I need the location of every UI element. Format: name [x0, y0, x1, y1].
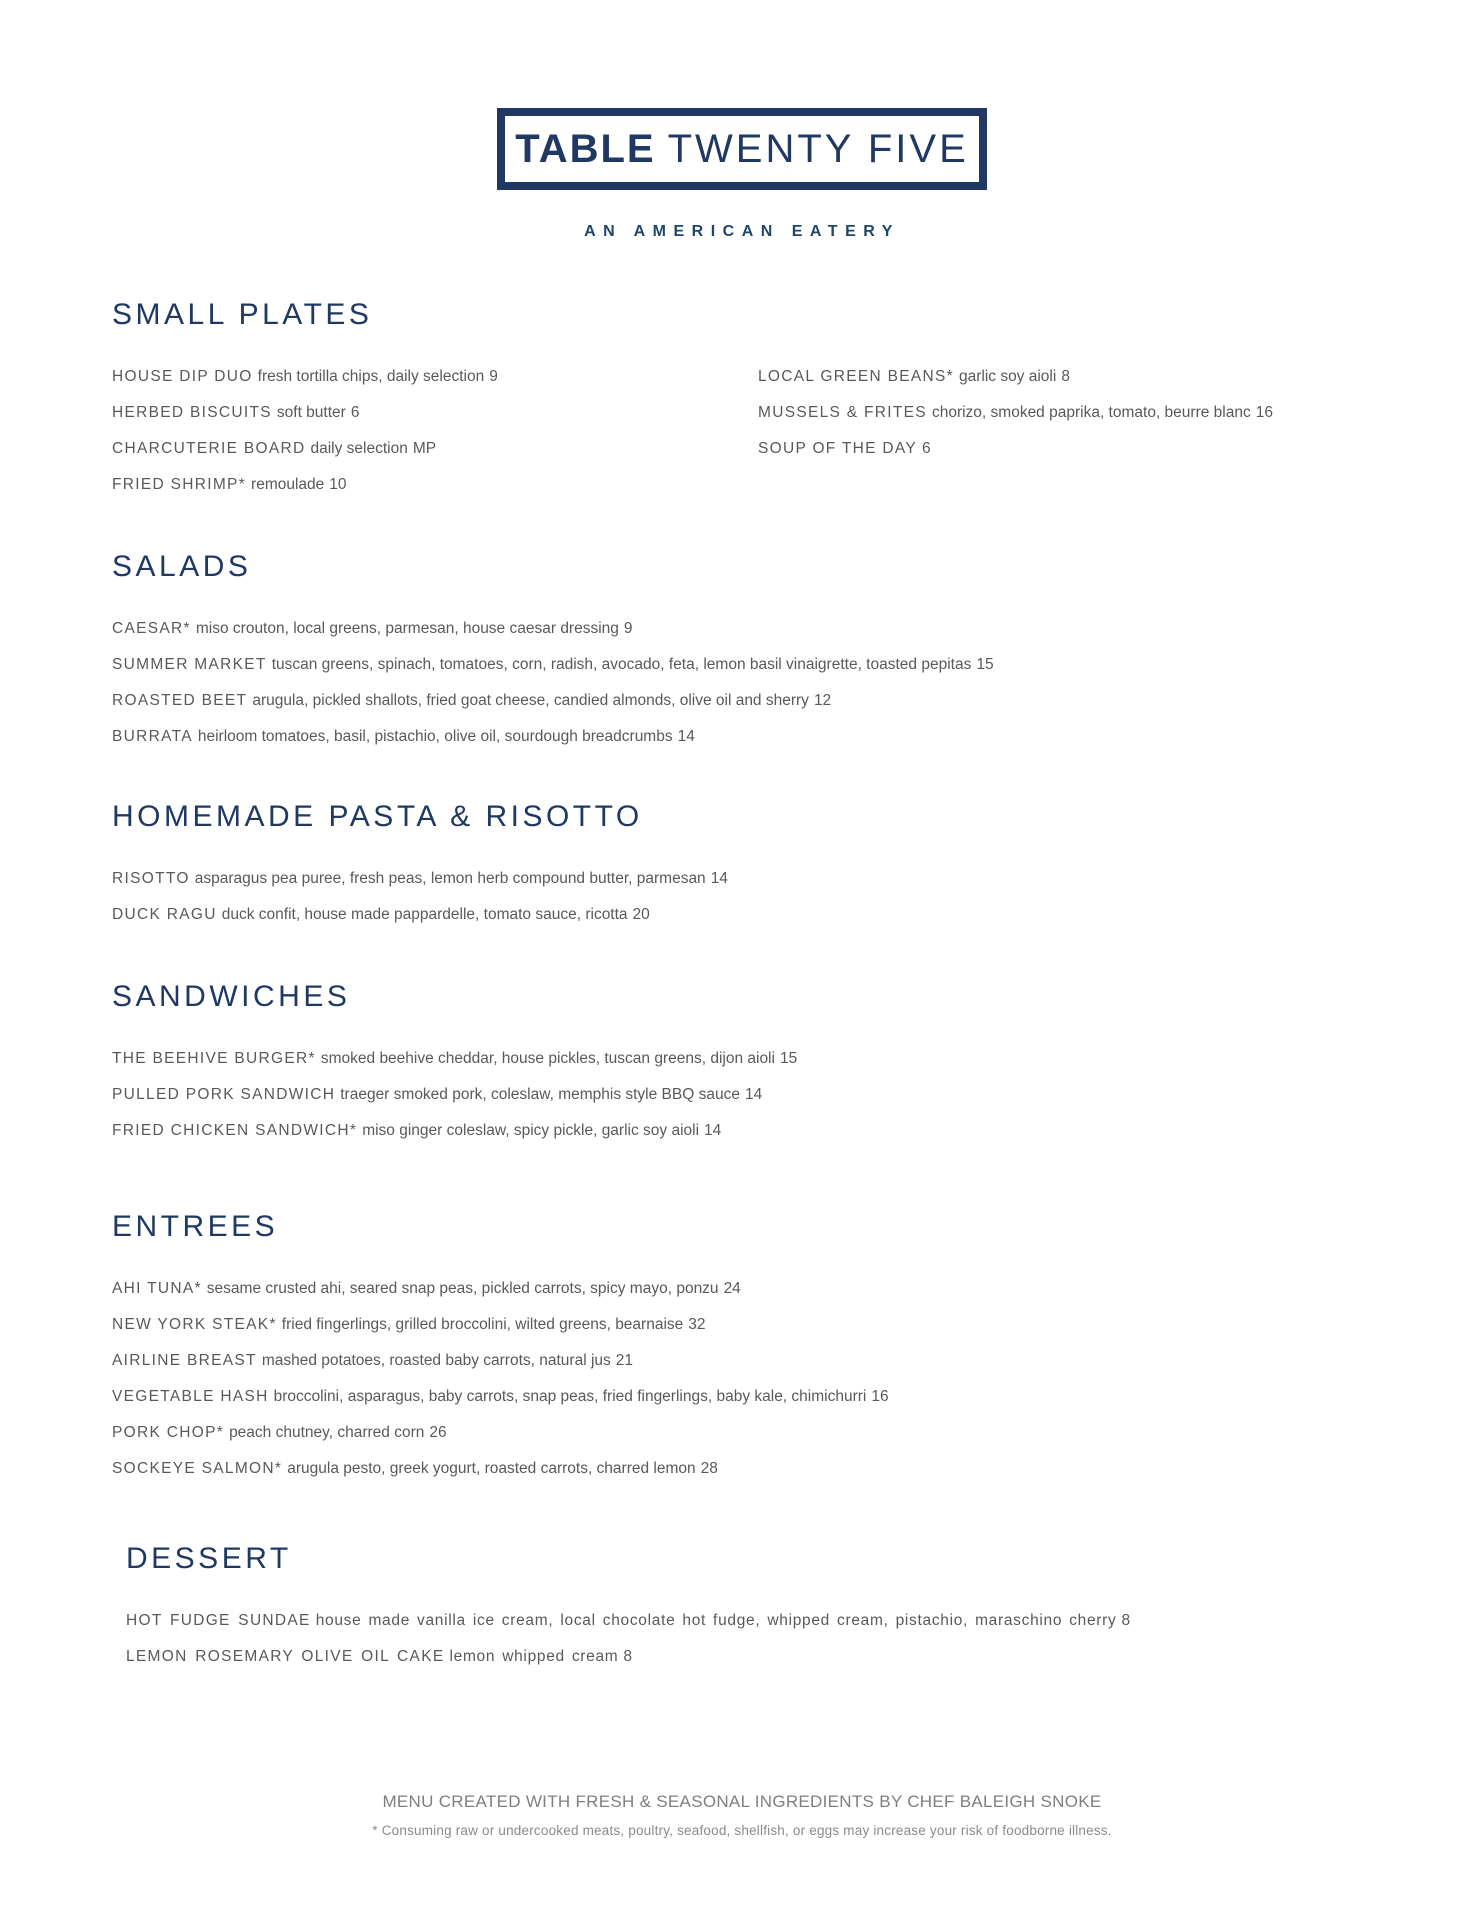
item-price: 24 — [723, 1280, 741, 1297]
menu-item — [112, 467, 758, 503]
item-desc: house made vanilla ice cream, local chocolate hot fudge, whipped cream, pistachio, maraschino cherry — [315, 1612, 1117, 1629]
section-entrees — [112, 1209, 1388, 1487]
section-sandwiches — [112, 979, 1388, 1149]
item-desc: arugula pesto, greek yogurt, roasted carrots, charred lemon — [287, 1460, 696, 1477]
menu-item — [112, 1343, 1388, 1379]
section-title: HOMEMADE PASTA & RISOTTO — [112, 800, 643, 833]
item-name: MUSSELS & FRITES — [758, 404, 927, 421]
item-name: RISOTTO — [112, 870, 190, 887]
item-name: LOCAL GREEN BEANS* — [758, 368, 954, 385]
item-price: 14 — [677, 728, 695, 745]
section-salads — [112, 549, 1388, 755]
item-price: 15 — [976, 656, 994, 673]
menu-item — [112, 1113, 1388, 1149]
item-name: DUCK RAGU — [112, 906, 217, 923]
item-price: 15 — [779, 1050, 798, 1067]
section-dessert — [126, 1541, 1388, 1675]
menu-item — [112, 431, 758, 467]
item-desc: remoulade — [251, 476, 325, 493]
menu-item — [112, 683, 1388, 719]
menu-item — [126, 1603, 1388, 1639]
item-price: 20 — [632, 906, 650, 923]
menu-item — [112, 1041, 1388, 1077]
item-price: MP — [412, 440, 437, 457]
menu-footer — [0, 1792, 1484, 1838]
item-desc: miso crouton, local greens, parmesan, house caesar dressing — [195, 620, 619, 637]
item-price: 16 — [871, 1388, 889, 1405]
item-desc: arugula, pickled shallots, fried goat cheese, candied almonds, olive oil and sherry — [252, 692, 809, 709]
item-price: 9 — [623, 620, 633, 637]
item-name: CHARCUTERIE BOARD — [112, 440, 306, 457]
item-name: HOT FUDGE SUNDAE — [126, 1612, 311, 1629]
menu-item — [112, 897, 1388, 933]
item-desc: duck confit, house made pappardelle, tomato sauce, ricotta — [221, 906, 628, 923]
item-name: FRIED SHRIMP* — [112, 476, 247, 493]
item-name: HERBED BISCUITS — [112, 404, 272, 421]
pasta-items — [112, 861, 1388, 933]
item-name: ROASTED BEET — [112, 692, 248, 709]
item-name: SOCKEYE SALMON* — [112, 1460, 283, 1477]
item-price: 8 — [623, 1648, 633, 1665]
item-desc: sesame crusted ahi, seared snap peas, pickled carrots, spicy mayo, ponzu — [206, 1280, 719, 1297]
item-price: 10 — [329, 476, 347, 493]
item-name: BURRATA — [112, 728, 193, 745]
item-desc: mashed potatoes, roasted baby carrots, natural jus — [261, 1352, 611, 1369]
menu-item — [112, 861, 1388, 897]
item-price: 28 — [700, 1460, 718, 1477]
item-price: 16 — [1255, 404, 1273, 421]
item-name: SOUP OF THE DAY — [758, 440, 918, 457]
restaurant-tagline: AN AMERICAN EATERY — [584, 223, 900, 240]
menu-item — [758, 431, 1388, 467]
item-desc: heirloom tomatoes, basil, pistachio, olive oil, sourdough breadcrumbs — [197, 728, 673, 745]
item-price: 6 — [922, 440, 931, 457]
item-name: AIRLINE BREAST — [112, 1352, 257, 1369]
item-desc: broccolini, asparagus, baby carrots, snap peas, fried fingerlings, baby kale, chimichurri — [273, 1388, 867, 1405]
item-price: 8 — [1061, 368, 1070, 385]
menu-item — [126, 1639, 1388, 1675]
logo-name-light: TWENTY FIVE — [667, 126, 969, 171]
section-title: ENTREES — [112, 1210, 279, 1243]
item-name: NEW YORK STEAK* — [112, 1316, 277, 1333]
salads-items — [112, 611, 1388, 755]
item-price: 6 — [350, 404, 360, 421]
menu-item — [758, 395, 1388, 431]
item-name: SUMMER MARKET — [112, 656, 267, 673]
item-name: VEGETABLE HASH — [112, 1388, 269, 1405]
item-desc: garlic soy aioli — [958, 368, 1057, 385]
item-name: LEMON ROSEMARY OLIVE OIL CAKE — [126, 1648, 445, 1665]
item-price: 8 — [1121, 1612, 1131, 1629]
menu-item — [112, 1379, 1388, 1415]
menu-item — [112, 719, 1388, 755]
item-desc: fresh tortilla chips, daily selection — [257, 368, 485, 385]
menu-item — [112, 1415, 1388, 1451]
section-title: SMALL PLATES — [112, 298, 373, 331]
chef-credit: MENU CREATED WITH FRESH & SEASONAL INGREDIENTS BY CHEF BALEIGH SNOKE — [382, 1792, 1102, 1811]
entrees-items — [112, 1271, 1388, 1487]
section-title: SANDWICHES — [112, 980, 351, 1013]
item-name: FRIED CHICKEN SANDWICH* — [112, 1122, 358, 1139]
menu-item — [112, 395, 758, 431]
item-desc: smoked beehive cheddar, house pickles, tuscan greens, dijon aioli — [320, 1050, 775, 1067]
item-desc: daily selection — [310, 440, 408, 457]
menu-item — [112, 1271, 1388, 1307]
item-price: 12 — [813, 692, 832, 709]
sandwiches-items — [112, 1041, 1388, 1149]
small-plates-left-column — [112, 359, 758, 503]
menu-item — [112, 647, 1388, 683]
item-price: 14 — [710, 870, 728, 887]
section-small-plates — [112, 297, 1388, 503]
menu-item — [112, 1451, 1388, 1487]
menu-item — [112, 1307, 1388, 1343]
item-price: 26 — [429, 1424, 447, 1441]
item-name: HOUSE DIP DUO — [112, 368, 253, 385]
logo-name-bold: TABLE — [515, 126, 656, 171]
restaurant-logo — [497, 108, 987, 190]
menu-item — [758, 359, 1388, 395]
section-pasta-risotto — [112, 799, 1388, 933]
item-price: 14 — [704, 1122, 722, 1139]
menu-item — [112, 611, 1388, 647]
menu-item — [112, 359, 758, 395]
small-plates-columns — [112, 359, 1388, 503]
item-desc: miso ginger coleslaw, spicy pickle, garlic soy aioli — [362, 1122, 700, 1139]
item-desc: peach chutney, charred corn — [229, 1424, 425, 1441]
item-price: 32 — [688, 1316, 706, 1333]
item-desc: soft butter — [276, 404, 346, 421]
item-name: PULLED PORK SANDWICH — [112, 1086, 336, 1103]
menu-item — [112, 1077, 1388, 1113]
item-name: CAESAR* — [112, 620, 191, 637]
section-title: SALADS — [112, 550, 252, 583]
dessert-items — [126, 1603, 1388, 1675]
item-desc: fried fingerlings, grilled broccolini, wilted greens, bearnaise — [281, 1316, 684, 1333]
small-plates-right-column — [758, 359, 1388, 503]
item-price: 9 — [489, 368, 498, 385]
consumption-disclaimer: * Consuming raw or undercooked meats, poultry, seafood, shellfish, or eggs may increase your risk of foodborne illness. — [372, 1823, 1112, 1838]
item-desc: chorizo, smoked paprika, tomato, beurre blanc — [931, 404, 1251, 421]
item-desc: traeger smoked pork, coleslaw, memphis style BBQ sauce — [340, 1086, 740, 1103]
item-price: 21 — [615, 1352, 634, 1369]
item-desc: asparagus pea puree, fresh peas, lemon herb compound butter, parmesan — [194, 870, 706, 887]
item-name: AHI TUNA* — [112, 1280, 202, 1297]
item-price: 14 — [744, 1086, 763, 1103]
item-desc: lemon whipped cream — [449, 1648, 619, 1665]
item-desc: tuscan greens, spinach, tomatoes, corn, radish, avocado, feta, lemon basil vinaigrette, toasted pepitas — [271, 656, 972, 673]
section-title: DESSERT — [126, 1542, 292, 1575]
item-name: PORK CHOP* — [112, 1424, 225, 1441]
item-name: THE BEEHIVE BURGER* — [112, 1050, 316, 1067]
